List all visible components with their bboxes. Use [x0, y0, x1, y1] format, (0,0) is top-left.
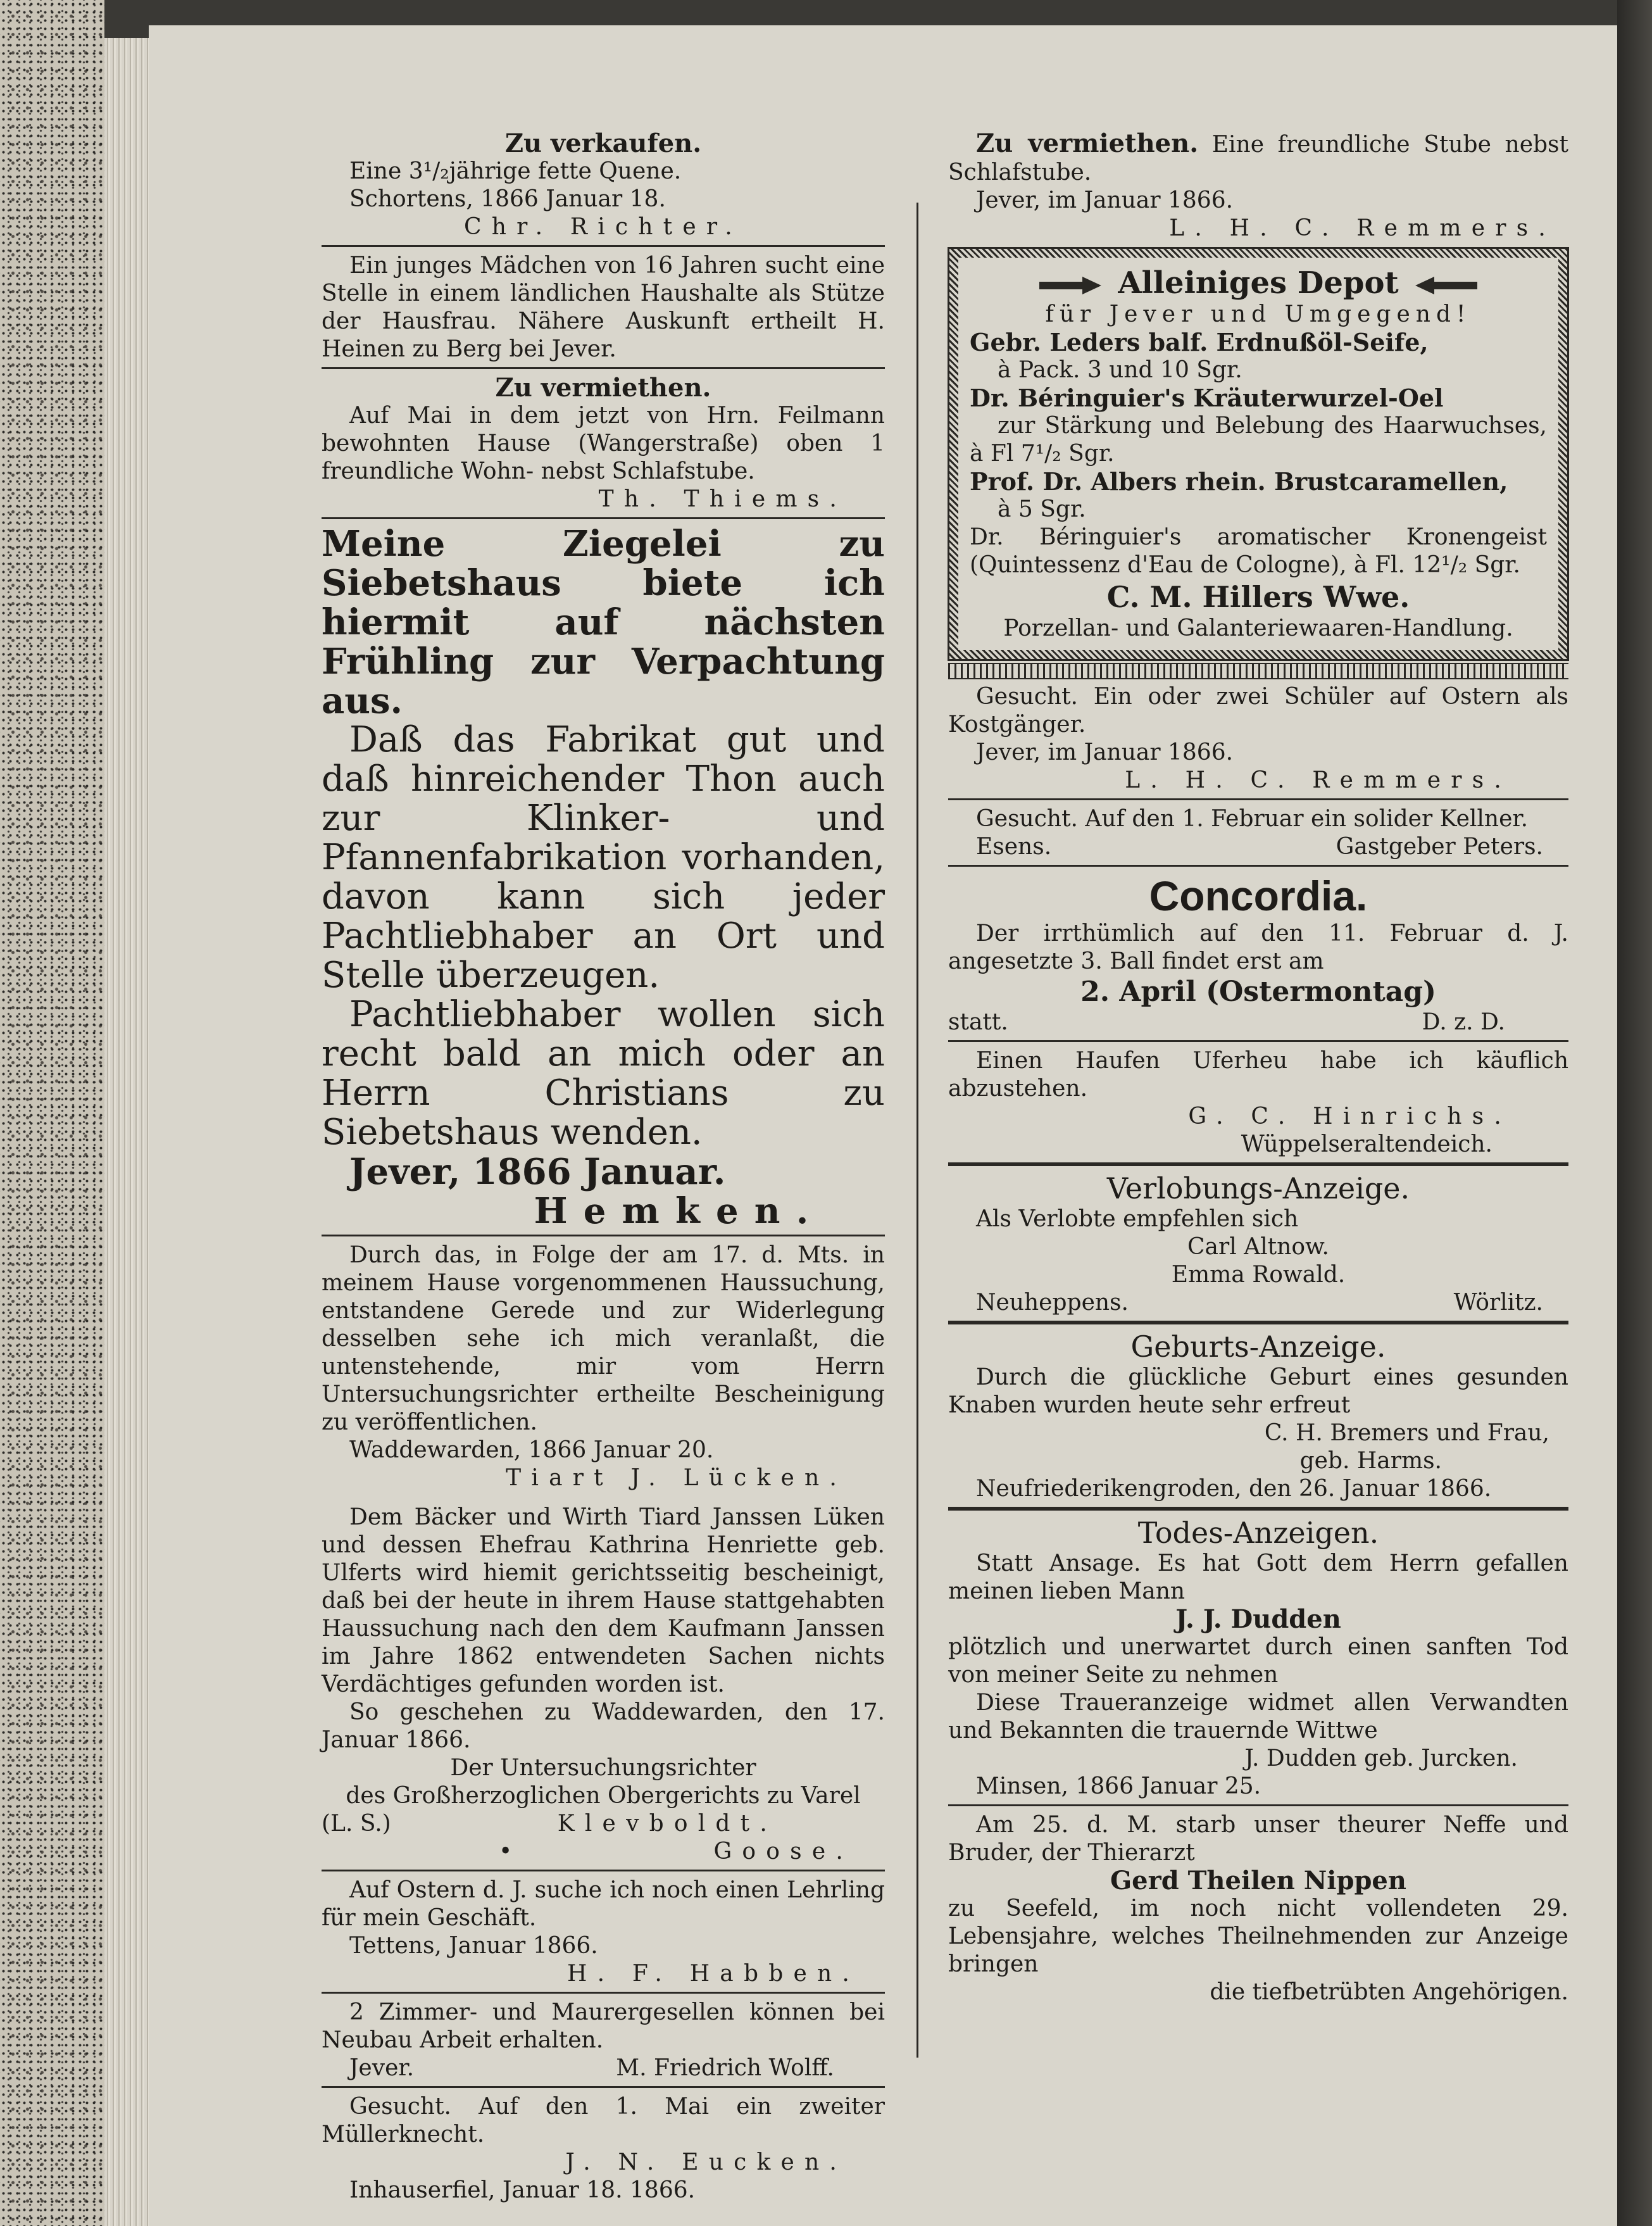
ad-text: Durch die glückliche Geburt eines gesunden Knaben wurden heute sehr erfreut — [948, 1364, 1568, 1418]
ad-text: Gesucht. Ein oder zwei Schüler auf Ostern als Kostgänger. — [948, 684, 1568, 738]
ad-text: So geschehen zu Waddewarden, den 17. Januar 1866. — [322, 1699, 885, 1753]
ad-heading: Todes-Anzeigen. — [1137, 1516, 1379, 1550]
box-item-price: à Pack. 3 und 10 Sgr. — [998, 357, 1242, 383]
box-item-price: à 5 Sgr. — [998, 496, 1086, 522]
ad-signature: Th. Thiems. — [598, 486, 847, 512]
ad-text-line — [948, 130, 1568, 187]
divider — [322, 367, 885, 369]
ad-stube — [948, 130, 1568, 242]
seal-label: (L. S.) — [322, 1811, 391, 1837]
ad-heading: Zu verkaufen. — [504, 129, 702, 158]
ad-text: 2 Zimmer- und Maurergesellen können bei Neubau Arbeit erhalten. — [322, 1999, 885, 2053]
ad-official: Der Untersuchungsrichter — [450, 1755, 756, 1781]
ad-name: Carl Altnow. — [1187, 1234, 1329, 1260]
ad-signature: Chr. Richter. — [464, 214, 742, 240]
ad-date: Minsen, 1866 Januar 25. — [976, 1773, 1261, 1799]
ad-date: 2. April (Ostermontag) — [1080, 976, 1436, 1008]
divider — [948, 1321, 1568, 1324]
book-page-edges — [104, 38, 149, 2226]
divider — [322, 1992, 885, 1994]
ad-title: Concordia. — [1149, 872, 1368, 919]
ad-signature: Tiart J. Lücken. — [506, 1465, 847, 1491]
divider — [322, 1235, 885, 1236]
ad-text: Der irrthümlich auf den 11. Februar d. J. angesetzte 3. Ball findet erst am — [948, 921, 1568, 974]
ad-text: Daß das Fabrikat gut und daß hinreichender Thon auch zur Klinker- und Pfannenfabrikation vorhanden, davon kann sich jeder Pachtliebhaber an Ort und Stelle überzeugen. — [322, 719, 885, 996]
divider — [322, 517, 885, 519]
ad-text: Meine Ziegelei zu Siebetshaus biete ich hiermit auf nächsten Frühling zur Verpachtung aus. — [322, 523, 885, 722]
ad-date: Neufriederikengroden, den 26. Januar 1866. — [976, 1476, 1492, 1502]
right-column — [948, 130, 1568, 2006]
divider — [948, 1804, 1568, 1806]
ad-date: Jever, 1866 Januar. — [349, 1151, 726, 1193]
ad-heading: Geburts-Anzeige. — [1130, 1330, 1386, 1364]
ad-signature: L. H. C. Remmers. — [1169, 215, 1556, 241]
ad-zu-vermiethen — [322, 374, 885, 513]
ad-place: Neuheppens. — [976, 1290, 1129, 1316]
ad-date: Schortens, 1866 Januar 18. — [349, 186, 666, 212]
ad-date: Jever, im Januar 1866. — [976, 187, 1234, 213]
divider — [322, 1870, 885, 1871]
ad-nippen — [948, 1811, 1568, 2006]
box-item: Dr. Béringuier's aromatischer Kronengeist (Quintessenz d'Eau de Cologne), à Fl. 12¹/₂ Sgr. — [970, 524, 1547, 578]
name: Goose. — [713, 1839, 853, 1864]
ad-signature: G. C. Hinrichs. — [1188, 1104, 1511, 1129]
ad-text: Auf Ostern d. J. suche ich noch einen Lehrling für mein Geschäft. — [322, 1877, 885, 1931]
ad-signature: J. Dudden geb. Jurcken. — [1244, 1745, 1518, 1771]
divider — [948, 865, 1568, 867]
ad-name: Emma Rowald. — [1171, 1262, 1346, 1288]
ad-text: Gesucht. Auf den 1. Mai ein zweiter Müllerknecht. — [322, 2094, 885, 2147]
ad-signature: H. F. Habben. — [566, 1961, 860, 1987]
divider — [948, 1162, 1568, 1166]
ad-signature: Hemken. — [534, 1190, 825, 1232]
name-row — [322, 1838, 885, 1866]
ad-signature: M. Friedrich Wolff. — [616, 2055, 834, 2081]
ad-text: Als Verlobte empfehlen sich — [976, 1206, 1299, 1232]
ad-geburt — [948, 1330, 1568, 1503]
ad-signature: J. N. Eucken. — [565, 2149, 847, 2175]
pointing-hand-icon — [1409, 273, 1479, 298]
seal-row — [322, 1810, 885, 1838]
box-item-desc: zur Stärkung und Belebung des Haarwuchses, à Fl 7¹/₂ Sgr. — [970, 413, 1547, 467]
ad-text: zu Seefeld, im noch nicht vollendeten 29. Lebensjahre, welches Theilnehmenden zur Anzeige bringen — [948, 1896, 1568, 1977]
box-item: Gebr. Leders balf. Erdnußöl-Seife, — [970, 328, 1429, 356]
ad-signature: die tiefbetrübten Angehörigen. — [1210, 1979, 1568, 2005]
ad-uferheu — [948, 1047, 1568, 1159]
ad-text: Dem Bäcker und Wirth Tiard Janssen Lüken und dessen Ehefrau Kathrina Henriette geb. Ulferts wird hiemit gerichtsseitig bescheinigt, daß bei der heute in ihrem Hause stattgehabten Haussuchung nach den dem Kaufmann Janssen im Jahre 1862 entwendeten Sachen nichts Verdächtiges gefunden worden ist. — [322, 1504, 885, 1697]
divider — [948, 1507, 1568, 1511]
ad-haussuchung — [322, 1242, 885, 1866]
ad-text: Statt Ansage. Es hat Gott dem Herrn gefallen meinen lieben Mann — [948, 1550, 1568, 1604]
ad-kellner — [948, 805, 1568, 861]
book-gutter — [1617, 0, 1652, 2226]
pointing-hand-icon — [1038, 273, 1108, 298]
ad-name: J. J. Dudden — [1175, 1604, 1341, 1634]
ad-official: des Großherzoglichen Obergerichts zu Varel — [346, 1783, 861, 1809]
ad-text: Durch das, in Folge der am 17. d. Mts. in meinem Hause vorgenommenen Haussuchung, entstandene Gerede und zur Widerlegung desselben sehe ich mich veranlaßt, die untenstehende, mir vom Herrn Untersuchungsrichter ertheilte Bescheinigung zu veröffentlichen. — [322, 1242, 885, 1435]
ad-names: C. H. Bremers und Frau, — [1264, 1420, 1549, 1446]
box-subtitle: für Jever und Umgegend! — [1045, 301, 1472, 327]
box-firm: C. M. Hillers Wwe. — [1106, 580, 1410, 614]
box-title: Alleiniges Depot — [1118, 265, 1399, 301]
ad-date: Waddewarden, 1866 Januar 20. — [349, 1437, 714, 1463]
signature-row — [948, 1009, 1568, 1036]
ad-text: Ein junges Mädchen von 16 Jahren sucht eine Stelle in einem ländlichen Haushalte als Stütze der Hausfrau. Nähere Auskunft ertheilt H. Heinen zu Berg bei Jever. — [322, 253, 885, 362]
place-row — [948, 1289, 1568, 1317]
ad-kostgaenger — [948, 683, 1568, 795]
ad-verlobung — [948, 1171, 1568, 1317]
ad-maurergesellen — [322, 1999, 885, 2082]
ad-text: statt. — [948, 1009, 1008, 1035]
ad-date: Inhauserfiel, Januar 18. 1866. — [349, 2177, 696, 2203]
ad-text: Eine 3¹/₂jährige fette Quene. — [349, 158, 682, 184]
ad-place: Jever. — [349, 2055, 415, 2081]
ad-ziegelei — [322, 524, 885, 1231]
ad-place: Wörlitz. — [1453, 1290, 1543, 1316]
ad-text: Eine freundliche Stube nebst Schlafstube. — [948, 132, 1568, 186]
ad-heading: Verlobungs-Anzeige. — [1106, 1171, 1410, 1205]
divider — [948, 798, 1568, 800]
divider — [322, 2086, 885, 2088]
ad-zu-verkaufen — [322, 130, 885, 241]
box-item: Prof. Dr. Albers rhein. Brustcaramellen, — [970, 467, 1508, 496]
ad-heading: Zu vermiethen. — [495, 373, 711, 403]
name: Klevboldt. — [557, 1811, 777, 1837]
left-column — [322, 130, 885, 2204]
ad-date: Tettens, Januar 1866. — [349, 1933, 598, 1959]
ad-text: Pachtliebhaber wollen sich recht bald an mich oder an Herrn Christians zu Siebetshaus wenden. — [322, 994, 885, 1153]
ad-signature: Gastgeber Peters. — [1336, 834, 1543, 860]
ad-heading: Zu vermiethen. — [976, 129, 1199, 158]
depot-ornamental-box — [948, 248, 1568, 660]
ad-names: geb. Harms. — [1299, 1448, 1442, 1474]
ad-signature: D. z. D. — [1422, 1009, 1505, 1035]
ad-text: Am 25. d. M. starb unser theurer Neffe und Bruder, der Thierarzt — [948, 1812, 1568, 1866]
ad-signature: L. H. C. Remmers. — [1125, 767, 1511, 793]
ad-maedchen — [322, 252, 885, 363]
divider — [948, 1040, 1568, 1042]
ad-text: Auf Mai in dem jetzt von Hrn. Feilmann bewohnten Hause (Wangerstraße) oben 1 freundliche Wohn- nebst Schlafstube. — [322, 403, 885, 484]
signature-row — [948, 833, 1568, 861]
divider — [322, 245, 885, 247]
ad-text: Diese Traueranzeige widmet allen Verwandten und Bekannten die trauernde Wittwe — [948, 1690, 1568, 1744]
signature-row — [322, 2054, 885, 2082]
ad-place: Wüppelseraltendeich. — [1241, 1131, 1492, 1157]
ad-name: Gerd Theilen Nippen — [1110, 1866, 1406, 1896]
mark: • — [499, 1839, 513, 1864]
ad-date: Jever, im Januar 1866. — [976, 739, 1234, 765]
ad-todes — [948, 1516, 1568, 1801]
ornamental-band — [948, 663, 1568, 679]
box-firm-sub: Porzellan- und Galanteriewaaren-Handlung. — [1003, 615, 1513, 641]
box-item: Dr. Béringuier's Kräuterwurzel-Oel — [970, 384, 1444, 412]
ad-lehrling — [322, 1877, 885, 1988]
column-divider — [917, 203, 918, 2058]
ad-text: Einen Haufen Uferheu habe ich käuflich abzustehen. — [948, 1048, 1568, 1102]
ad-muellerknecht — [322, 2093, 885, 2204]
book-edge-speckled — [0, 0, 104, 2226]
ad-text: plötzlich und unerwartet durch einen sanften Tod von meiner Seite zu nehmen — [948, 1634, 1568, 1688]
ad-concordia — [948, 872, 1568, 1036]
ad-place: Esens. — [976, 834, 1052, 860]
ad-text: Gesucht. Auf den 1. Februar ein solider Kellner. — [976, 806, 1529, 832]
box-title-row — [970, 265, 1547, 301]
